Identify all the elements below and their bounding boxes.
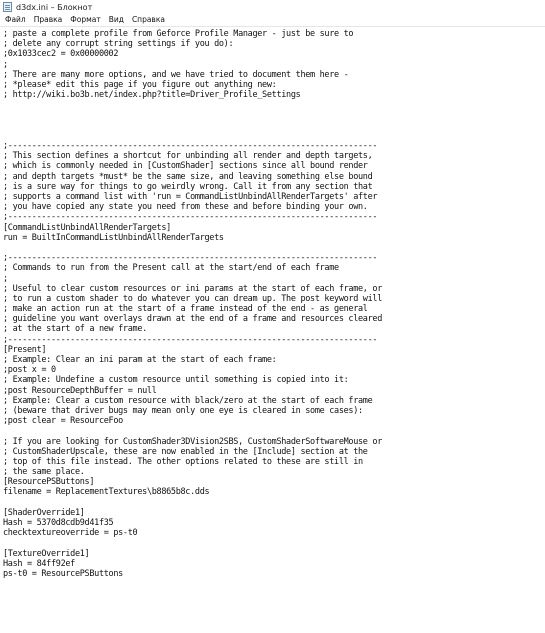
text-line [3, 100, 545, 110]
text-line: ps-t0 = ResourcePSButtons [3, 568, 123, 579]
text-line: ; make an action run at the start of a frame instead of the end - as general [3, 304, 368, 315]
menu-edit[interactable]: Правка [33, 15, 63, 24]
text-line: ; Example: Undefine a custom resource until something is copied into it: [3, 375, 349, 386]
text-line: Hash = 84ff92ef [3, 558, 75, 569]
menu-bar [0, 14, 545, 27]
text-line: ;0x1033cec2 = 0x00000002 [3, 49, 119, 60]
text-editor[interactable] [0, 27, 545, 633]
title-bar [0, 0, 545, 14]
menu-view[interactable]: Вид [108, 15, 124, 24]
text-line: [CommandListUnbindAllRenderTargets] [3, 222, 171, 233]
text-line: ; top of this file instead. The other options related to these are still in [3, 456, 363, 467]
text-line: [Present] [3, 344, 47, 355]
text-line: ; (beware that driver bugs may mean only one eye is cleared in some cases): [3, 405, 363, 416]
text-content[interactable] [3, 29, 545, 579]
text-line: ; the same place. [3, 467, 85, 478]
text-line: ; [3, 273, 8, 284]
text-line: Hash = 5370d8cdb9d41f35 [3, 518, 114, 528]
text-line: ; at the start of a new frame. [3, 324, 147, 335]
text-line: ; This section defines a shortcut for unbinding all render and depth targets, [3, 151, 373, 162]
text-line: ;post ResourceDepthBuffer = null [3, 385, 157, 396]
text-line [3, 243, 545, 253]
text-line [3, 111, 545, 121]
text-line [3, 131, 545, 141]
menu-help[interactable]: Справка [131, 15, 165, 24]
text-line: ;----------------------------------------------------------------------------- [3, 212, 378, 223]
text-line: ; delete any corrupt string settings if you do): [3, 39, 234, 50]
text-line: ; supports a command list with 'run = CommandListUnbindAllRenderTargets' after [3, 192, 378, 202]
menu-format[interactable]: Формат [70, 15, 101, 24]
text-line: [ResourcePSButtons] [3, 477, 95, 488]
menu-file[interactable]: Файл [5, 15, 26, 24]
text-line [3, 426, 545, 436]
text-line: ; to run a custom shader to do whatever you can dream up. The post keyword will [3, 293, 382, 304]
text-line: checktextureoverride = ps-t0 [3, 528, 138, 539]
text-line: ; *please* edit this page if you figure out anything new: [3, 79, 277, 90]
text-line: filename = ReplacementTextures\b8865b8c.dds [3, 487, 210, 498]
text-line: ;----------------------------------------------------------------------------- [3, 253, 378, 264]
text-line [3, 538, 545, 548]
text-line: ;----------------------------------------------------------------------------- [3, 141, 378, 152]
window-title: d3dx.ini – Блокнот [16, 2, 93, 12]
text-line: ; There are many more options, and we have tried to document them here - [3, 69, 349, 80]
text-line: ; paste a complete profile from Geforce Profile Manager - just be sure to [3, 29, 354, 39]
text-line: ; http://wiki.bo3b.net/index.php?title=Driver_Profile_Settings [3, 90, 301, 101]
text-line: ; Example: Clear a custom resource with black/zero at the start of each frame [3, 395, 373, 406]
text-line: [ShaderOverride1] [3, 507, 85, 518]
text-line: ; you have copied any state you need from these and before binding your own. [3, 202, 368, 213]
text-line: run = BuiltInCommandListUnbindAllRenderTargets [3, 232, 224, 243]
notepad-icon [3, 2, 12, 12]
text-line: ; Example: Clear an ini param at the start of each frame: [3, 355, 277, 365]
text-line: ;----------------------------------------------------------------------------- [3, 334, 378, 345]
text-line: ; and depth targets *must* be the same size, and leaving something else bound [3, 171, 373, 182]
text-line: [TextureOverride1] [3, 548, 90, 559]
text-line: ; If you are looking for CustomShader3DVision2SBS, CustomShaderSoftwareMouse or [3, 436, 382, 447]
text-line: ; is a sure way for things to go weirdly wrong. Call it from any section that [3, 181, 373, 192]
text-line: ; which is commonly needed in [CustomShader] sections since all bound render [3, 161, 368, 172]
text-line [3, 498, 545, 508]
text-line: ; CustomShaderUpscale, these are now enabled in the [Include] section at the [3, 446, 368, 457]
text-line: ; Commands to run from the Present call at the start/end of each frame [3, 263, 339, 274]
text-line: ; Useful to clear custom resources or ini params at the start of each frame, or [3, 283, 382, 294]
text-line: ;post clear = ResourceFoo [3, 416, 123, 427]
text-line: ; guideline you want overlays drawn at the end of a frame and resources cleared [3, 314, 382, 325]
text-line [3, 121, 545, 131]
text-line: ;post x = 0 [3, 365, 56, 376]
text-line: ; [3, 59, 8, 70]
